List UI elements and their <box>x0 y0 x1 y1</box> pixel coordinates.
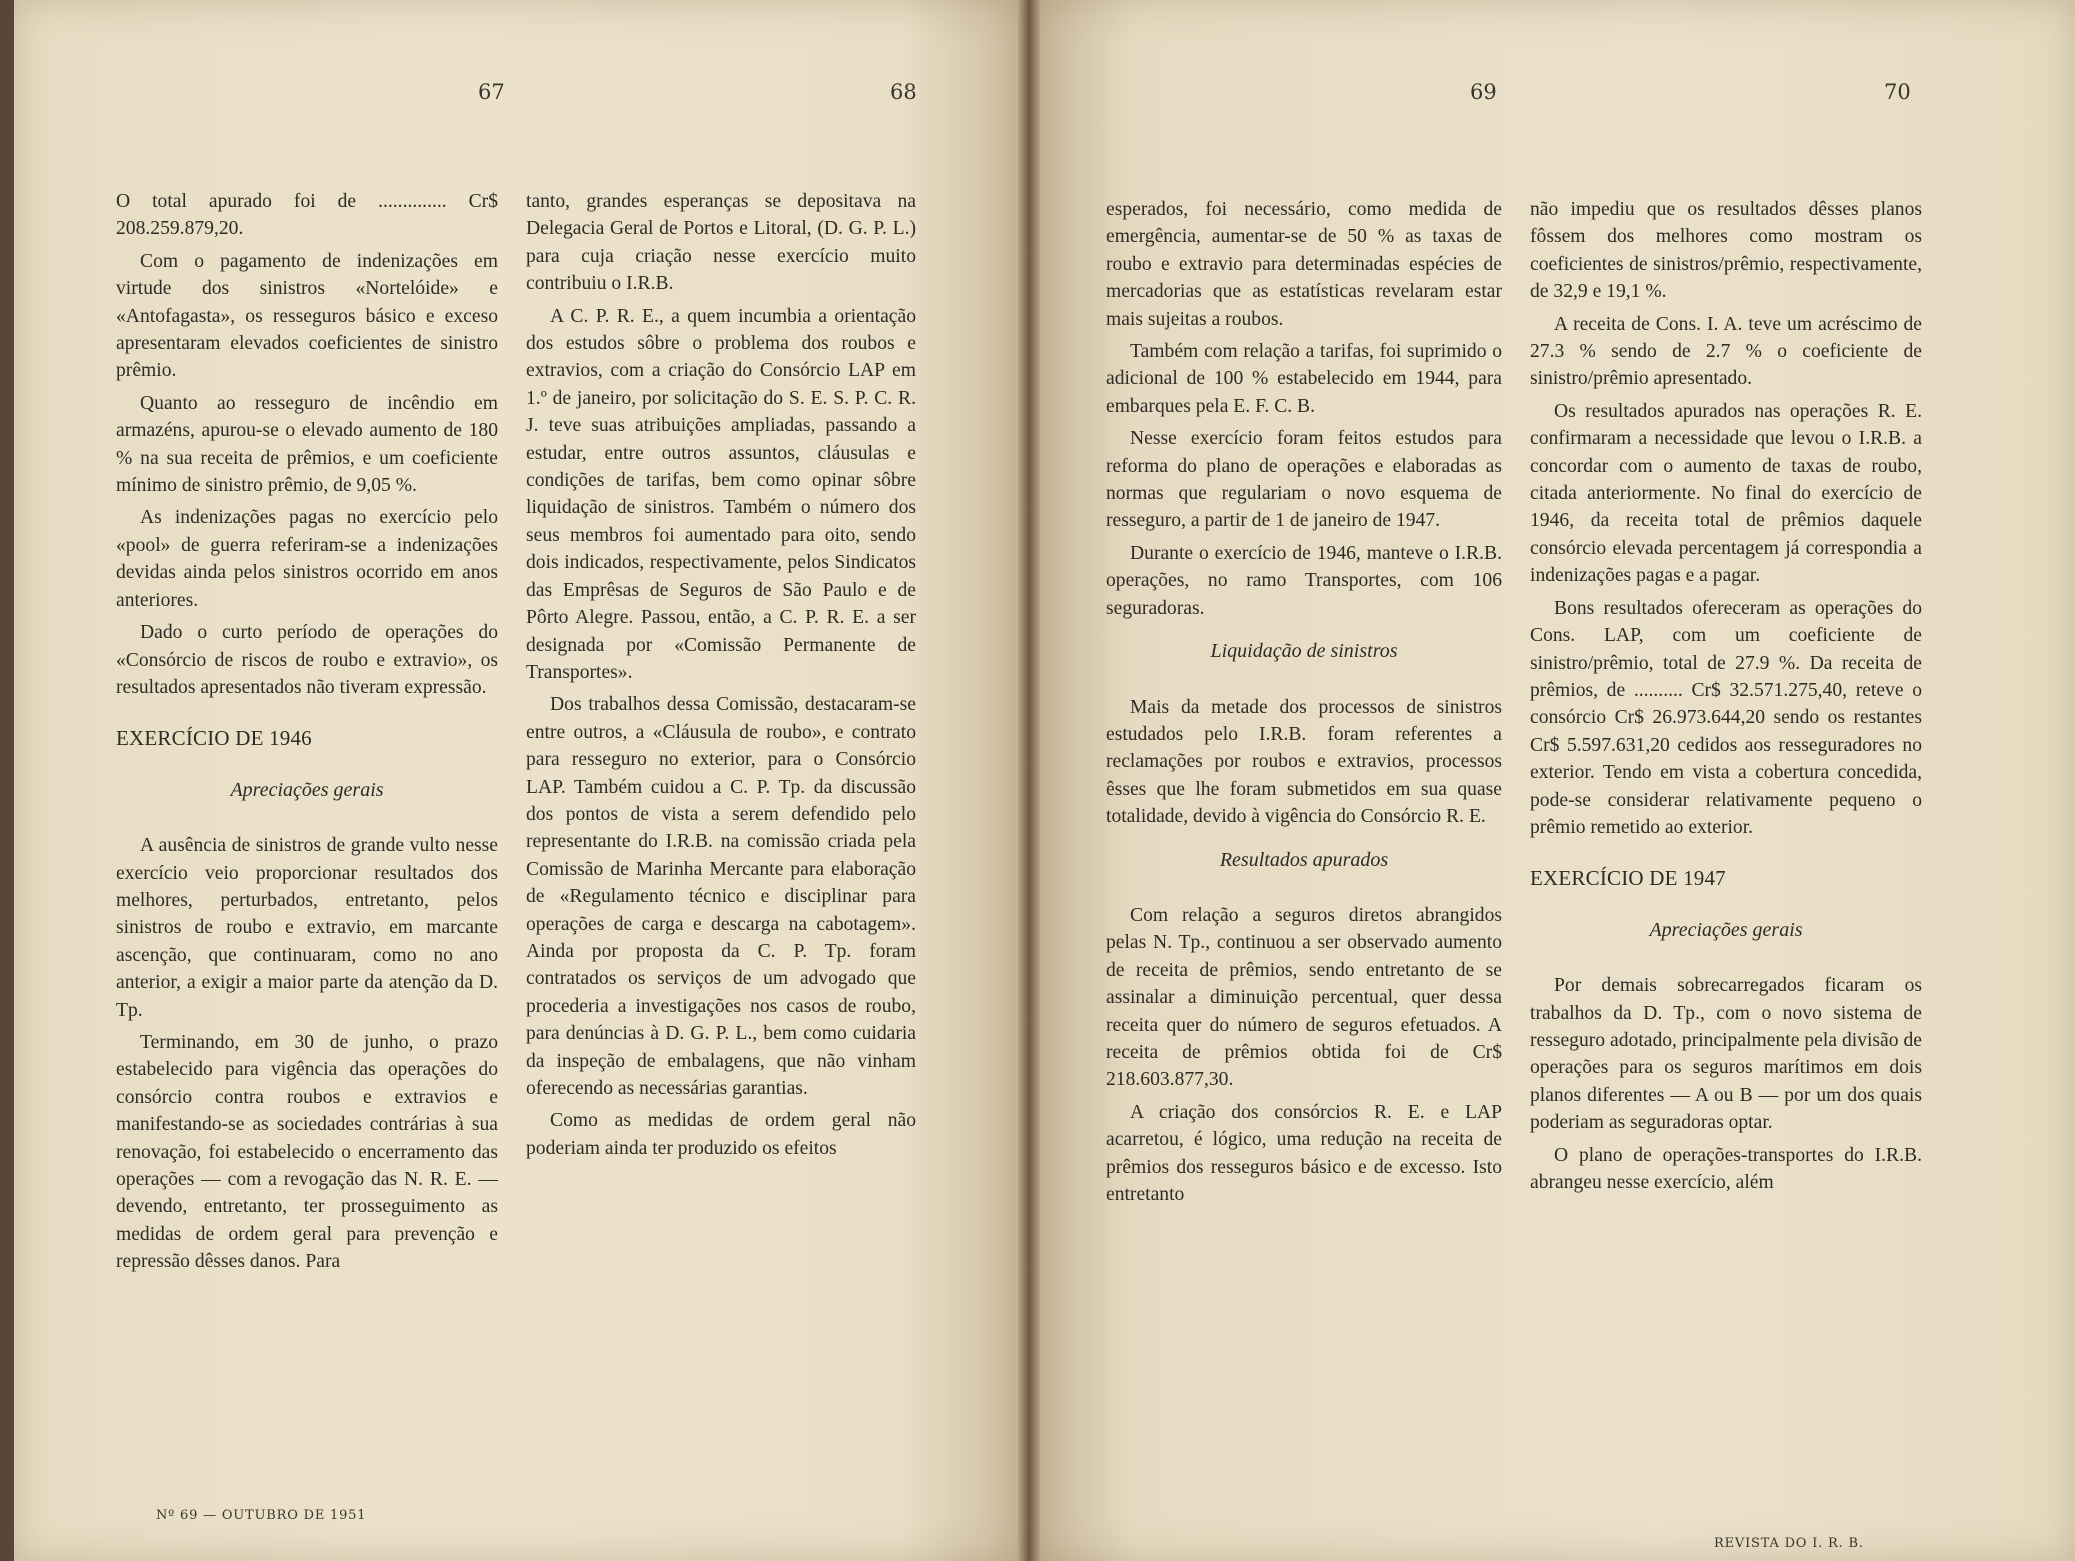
paragraph: Terminando, em 30 de junho, o prazo estabelecido para vigência das operações do consórcio contra roubos e extravios e manifestando-se as sociedades contrárias à sua renovação, foi estabelecido o encerramento das operações — com a revogação das N. R. E. — devendo, entretanto, ter prosseguimento as medidas de ordem geral para prevenção e repressão dêsses danos. Para <box>116 1031 498 1273</box>
paragraph: Quanto ao resseguro de incêndio em armazéns, apurou-se o elevado aumento de 180 % na sua receita de prêmios, e um coeficiente mínimo de sinistro prêmio, de 9,05 %. <box>116 392 498 497</box>
column-page-68 <box>526 188 916 1167</box>
paragraph: Bons resultados ofereceram as operações do Cons. LAP, com um coeficiente de sinistro/prêmio, total de 27.9 %. Da receita de prêmios, de .......... Cr$ 32.571.275,40, reteve o consórcio Cr$ 26.973.644,20 sendo os restantes Cr$ 5.597.631,20 cedidos aos resseguradores no exterior. Tendo em vista a cobertura concedida, pode-se considerar relativamente pequeno o prêmio remetido ao exterior. <box>1530 597 1922 838</box>
section-heading: EXERCÍCIO DE 1947 <box>1530 866 1726 891</box>
paragraph: O total apurado foi de .............. Cr$ 208.259.879,20. <box>116 191 498 240</box>
paragraph: tanto, grandes esperanças se depositava na Delegacia Geral de Portos e Litoral, (D. G. P. L.) para cuja criação nesse exercício muito contribuiu o I.R.B. <box>526 191 916 295</box>
paragraph: A C. P. R. E., a quem incumbia a orientação dos estudos sôbre o problema dos roubos e extravios, com a criação do Consórcio LAP em 1.º de janeiro, por solicitação do S. E. S. P. C. R. J. teve suas atribuições ampliadas, passando a estudar, entre outros assuntos, cláusulas e condições de tarifas, bem como opinar sôbre liquidação de sinistros. Também o número dos seus membros foi aumentado para oito, sendo dois indicados, respectivamente, pelos Sindicatos das Emprêsas de Seguros de São Paulo e de Pôrto Alegre. Passou, então, a C. P. R. E. a ser designada por «Comissão Permanente de Transportes». <box>526 305 916 683</box>
paragraph: Os resultados apurados nas operações R. E. confirmaram a necessidade que levou o I.R.B. a concordar com o aumento de taxas de roubo, citada anteriormente. No final do exercício de 1946, da receita total de prêmios daquele consórcio elevada percentagem já correspondia a indenizações pagas e a pagar. <box>1530 400 1922 587</box>
paragraph: A receita de Cons. I. A. teve um acréscimo de 27.3 % sendo de 2.7 % o coeficiente de sinistro/prêmio apresentado. <box>1530 313 1922 390</box>
paragraph: Dado o curto período de operações do «Consórcio de riscos de roubo e extravio», os resultados apresentados não tiveram expressão. <box>116 622 498 698</box>
book-gutter <box>1018 0 1040 1561</box>
paragraph: Durante o exercício de 1946, manteve o I.R.B. operações, no ramo Transportes, com 106 seguradoras. <box>1106 542 1502 619</box>
paragraph: Também com relação a tarifas, foi suprimido o adicional de 100 % estabelecido em 1944, para embarques pela E. F. C. B. <box>1106 341 1502 417</box>
paragraph: não impediu que os resultados dêsses planos fôssem dos melhores como mostram os coeficientes de sinistros/prêmio, respectivamente, de 32,9 e 19,1 %. <box>1530 199 1922 303</box>
page-number-67: 67 <box>478 80 505 104</box>
paragraph: As indenizações pagas no exercício pelo «pool» de guerra referiram-se a indenizações devidas ainda pelos sinistros ocorrido em anos anteriores. <box>116 507 498 611</box>
subsection-heading: Liquidação de sinistros <box>1210 640 1398 663</box>
footer-journal: REVISTA DO I. R. B. <box>1714 1536 1864 1551</box>
paragraph: Mais da metade dos processos de sinistros estudados pelo I.R.B. foram referentes a reclamações por roubos e extravios, processos êsses que lhe foram submetidos em sua quase totalidade, devido à vigência do Consórcio R. E. <box>1106 696 1502 828</box>
paragraph: Com o pagamento de indenizações em virtude dos sinistros «Nortelóide» e «Antofagasta», os resseguros básico e exceso apresentaram elevados coeficientes de sinistro prêmio. <box>116 250 498 382</box>
subsection-heading: Resultados apurados <box>1219 848 1389 871</box>
column-page-70 <box>1530 196 1922 1201</box>
paragraph: Nesse exercício foram feitos estudos para reforma do plano de operações e elaboradas as normas que regulariam o novo esquema de resseguro, a partir de 1 de janeiro de 1947. <box>1106 428 1502 532</box>
page-number-70: 70 <box>1884 80 1911 104</box>
section-heading: EXERCÍCIO DE 1946 <box>116 726 312 751</box>
paragraph: O plano de operações-transportes do I.R.B. abrangeu nesse exercício, além <box>1530 1144 1922 1193</box>
paragraph: A ausência de sinistros de grande vulto nesse exercício veio proporcionar resultados dos melhores, perturbados, entretanto, pelos sinistros de roubo e extravio, em marcante ascenção, que continuaram, como no ano anterior, a exigir a maior parte da atenção da D. Tp. <box>116 835 498 1021</box>
column-page-67 <box>116 188 498 1281</box>
page-number-69: 69 <box>1470 80 1497 104</box>
paragraph: esperados, foi necessário, como medida de emergência, aumentar-se de 50 % as taxas de roubo e extravio para determinadas espécies de mercadorias que as estatísticas revelaram estar mais sujeitas a roubos. <box>1106 199 1502 330</box>
paragraph: A criação dos consórcios R. E. e LAP acarretou, é lógico, uma redução na receita de prêmios dos resseguros básico e de excesso. Isto entretanto <box>1106 1101 1502 1205</box>
column-page-69 <box>1106 196 1502 1213</box>
paragraph: Com relação a seguros diretos abrangidos pelas N. Tp., continuou a ser observado aumento de receita de prêmios, sendo entretanto de se assinalar a diminuição percentual, quer dessa receita quer do número de seguros efetuados. A receita de prêmios obtida foi de Cr$ 218.603.877,30. <box>1106 904 1502 1091</box>
paragraph: Como as medidas de ordem geral não poderiam ainda ter produzido os efeitos <box>526 1110 916 1159</box>
page-number-68: 68 <box>890 80 917 104</box>
paragraph: Por demais sobrecarregados ficaram os trabalhos da D. Tp., com o novo sistema de resseguro adotado, principalmente pela divisão de operações para os seguros marítimos em dois planos diferentes — A ou B — por um dos quais poderiam as seguradoras optar. <box>1530 975 1922 1134</box>
footer-issue: Nº 69 — OUTUBRO DE 1951 <box>156 1508 367 1523</box>
subsection-heading: Apreciações gerais <box>230 778 384 801</box>
subsection-heading: Apreciações gerais <box>1649 918 1803 941</box>
paragraph: Dos trabalhos dessa Comissão, destacaram-se entre outros, a «Cláusula de roubo», e contrato para resseguro no exterior, para o Consórcio LAP. Também cuidou a C. P. Tp. da discussão dos pontos de vista a serem defendido pelo representante do I.R.B. na comissão criada pela Comissão de Marinha Mercante para elaboração de «Regulamento técnico e disciplinar para operações de carga e descarga na cabotagem». Ainda por proposta da C. P. Tp. foram contratados os serviços de um advogado que procederia a investigações nos casos de roubo, para denúncias à D. G. P. L., bem como cuidaria da inspeção de embalagens, que não vinham oferecendo as necessárias garantias. <box>526 694 916 1099</box>
